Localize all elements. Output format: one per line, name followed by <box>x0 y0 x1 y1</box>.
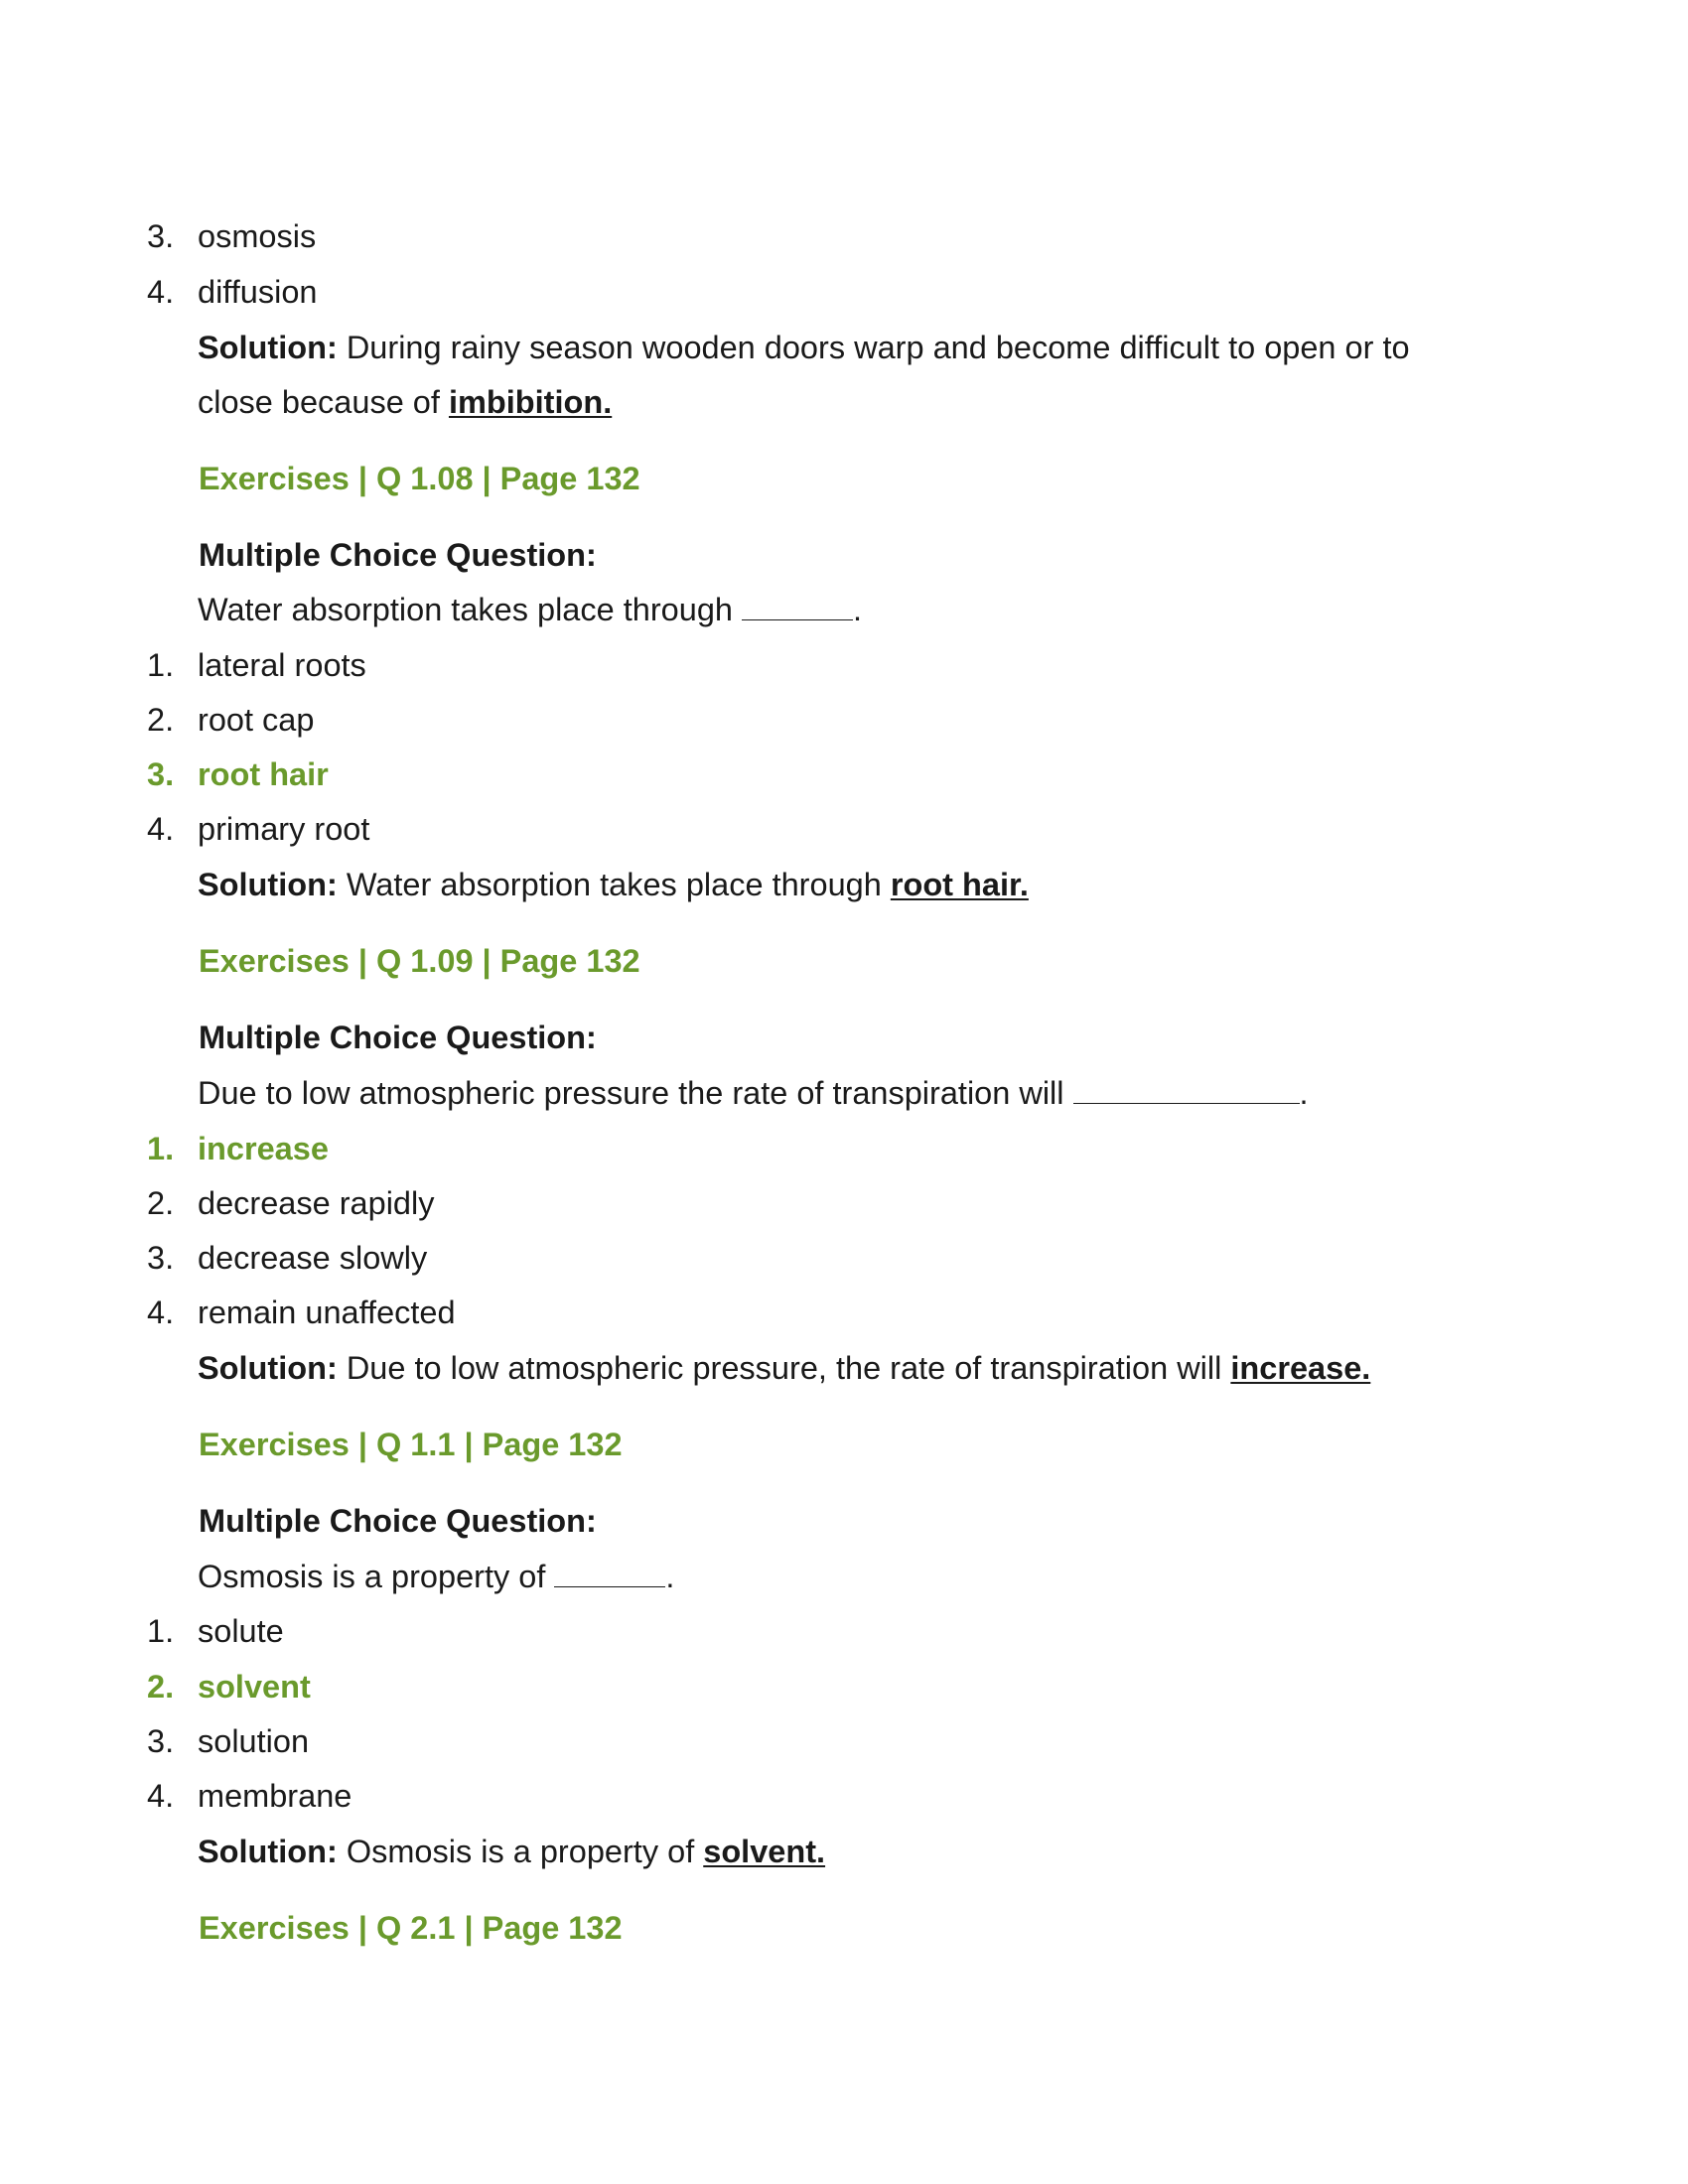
option-text: solvent <box>198 1669 311 1705</box>
option-text: remain unaffected <box>198 1295 456 1330</box>
option-number: 4. <box>147 1295 175 1330</box>
answer-blank <box>554 1559 665 1587</box>
question-text <box>198 590 862 629</box>
solution-text: Water absorption takes place through <box>346 867 891 902</box>
question-end: . <box>853 592 863 627</box>
question-stem: Due to low atmospheric pressure the rate of transpiration will <box>198 1075 1073 1111</box>
solution-line <box>198 1832 825 1871</box>
option-text: lateral roots <box>198 647 366 683</box>
solution-text: Due to low atmospheric pressure, the rate of transpiration will <box>346 1350 1231 1386</box>
exercise-heading: Exercises | Q 1.1 | Page 132 <box>199 1427 623 1462</box>
question-text <box>198 1557 674 1596</box>
option-text: increase <box>198 1131 329 1166</box>
option-text: membrane <box>198 1778 352 1814</box>
option-number: 1. <box>147 1613 175 1649</box>
question-end: . <box>665 1559 675 1594</box>
option-text: decrease slowly <box>198 1240 428 1276</box>
solution-line <box>198 865 1029 904</box>
question-end: . <box>1299 1075 1309 1111</box>
question-type-title: Multiple Choice Question: <box>199 537 597 573</box>
solution-line <box>198 382 612 422</box>
option-number: 4. <box>147 274 175 310</box>
option-number: 3. <box>147 1240 175 1276</box>
option-text: osmosis <box>198 218 317 254</box>
question-stem: Osmosis is a property of <box>198 1559 555 1594</box>
option-number: 2. <box>147 1669 175 1705</box>
option-number: 2. <box>147 1185 175 1221</box>
solution-label: Solution: <box>198 867 338 902</box>
solution-label: Solution: <box>198 1834 338 1869</box>
solution-answer: increase. <box>1230 1350 1371 1386</box>
option-number: 3. <box>147 218 175 254</box>
question-stem: Water absorption takes place through <box>198 592 742 627</box>
question-type-title: Multiple Choice Question: <box>199 1020 597 1055</box>
exercise-heading: Exercises | Q 1.08 | Page 132 <box>199 461 640 496</box>
solution-line <box>198 1348 1370 1388</box>
option-text: primary root <box>198 811 370 847</box>
question-text <box>198 1073 1309 1113</box>
solution-label: Solution: <box>198 1350 338 1386</box>
solution-text: close because of <box>198 384 449 420</box>
solution-answer: imbibition. <box>448 384 613 420</box>
solution-text: During rainy season wooden doors warp and become difficult to open or to <box>346 330 1410 365</box>
option-number: 1. <box>147 1131 175 1166</box>
option-text: decrease rapidly <box>198 1185 435 1221</box>
answer-blank <box>742 592 853 620</box>
option-text: solute <box>198 1613 284 1649</box>
solution-line <box>198 328 1410 367</box>
solution-label: Solution: <box>198 330 338 365</box>
exercise-heading: Exercises | Q 2.1 | Page 132 <box>199 1910 623 1946</box>
solution-answer: root hair. <box>890 867 1029 902</box>
option-number: 2. <box>147 702 175 738</box>
solution-answer: solvent. <box>703 1834 826 1869</box>
solution-text: Osmosis is a property of <box>346 1834 704 1869</box>
option-number: 1. <box>147 647 175 683</box>
answer-blank <box>1073 1075 1300 1104</box>
option-number: 3. <box>147 1723 175 1759</box>
option-number: 4. <box>147 811 175 847</box>
exercise-heading: Exercises | Q 1.09 | Page 132 <box>199 943 640 979</box>
option-text: solution <box>198 1723 310 1759</box>
question-type-title: Multiple Choice Question: <box>199 1503 597 1539</box>
option-text: root cap <box>198 702 315 738</box>
option-text: diffusion <box>198 274 318 310</box>
option-text: root hair <box>198 756 329 792</box>
option-number: 4. <box>147 1778 175 1814</box>
option-number: 3. <box>147 756 175 792</box>
